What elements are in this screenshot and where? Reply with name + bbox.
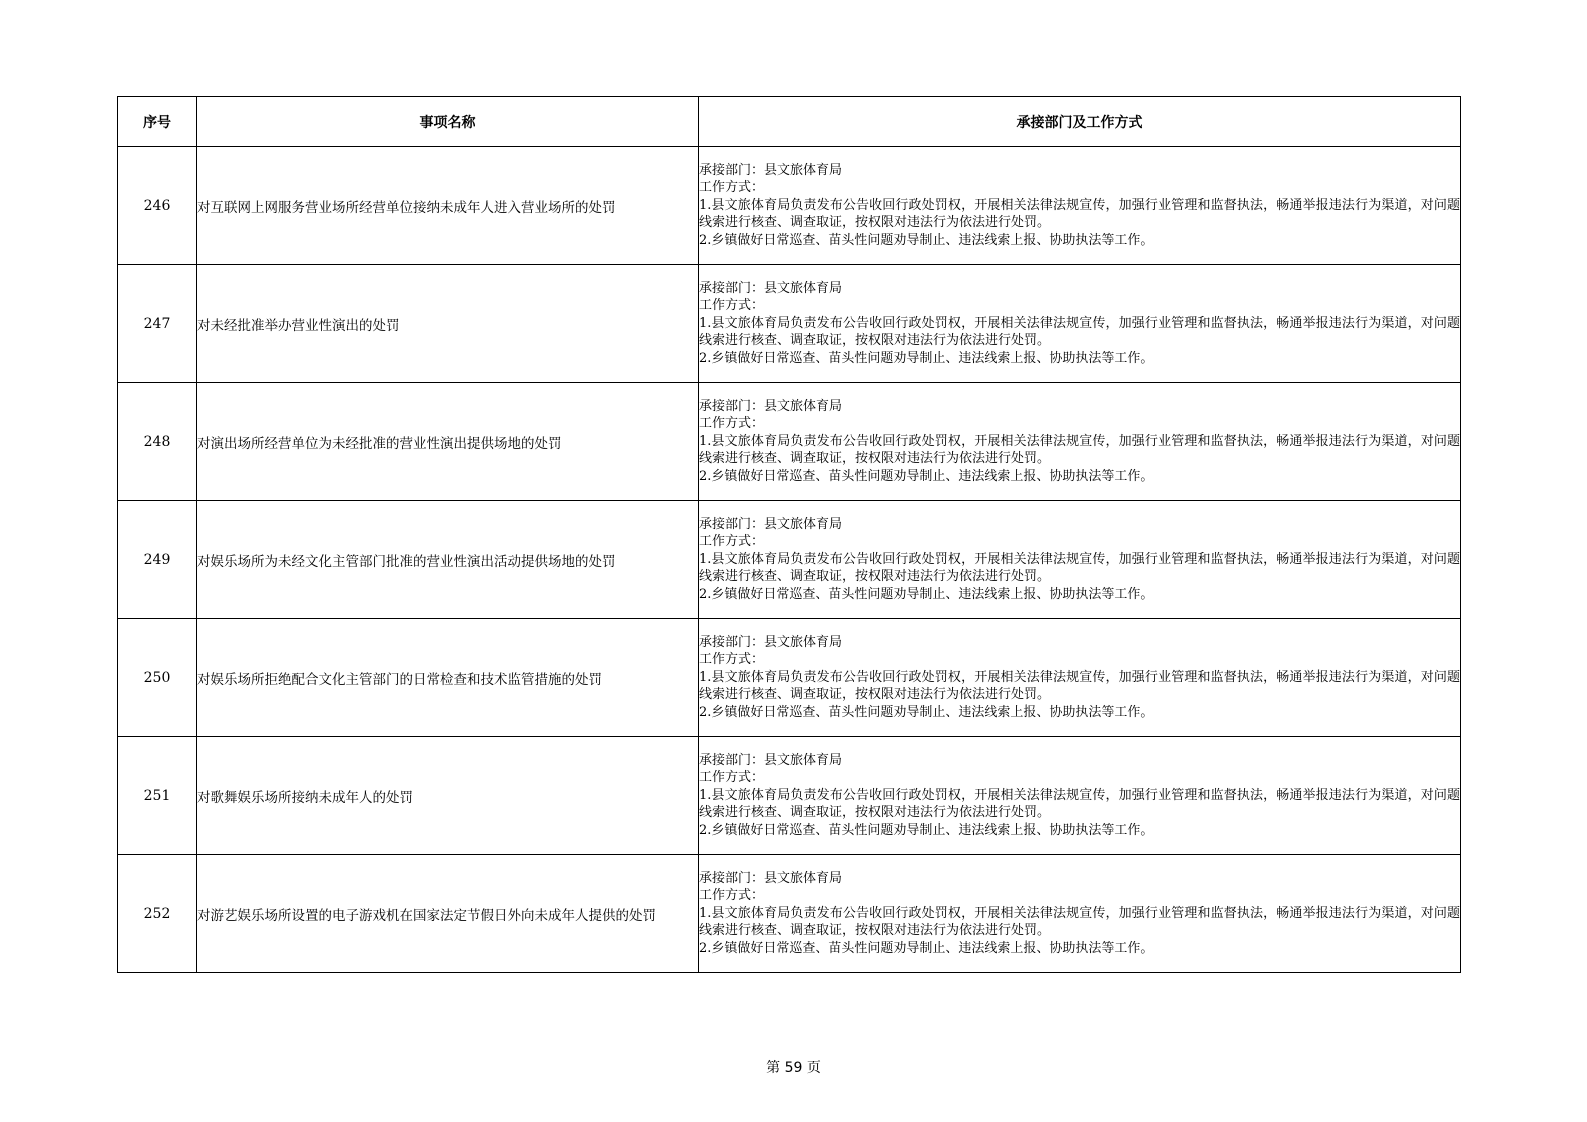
row-dept-and-method bbox=[699, 265, 1461, 383]
method-label: 工作方式： bbox=[699, 652, 765, 668]
method-step-1: 1.县文旅体育局负责发布公告收回行政处罚权，开展相关法律法规宣传，加强行业管理和监督执法，畅通举报违法行为渠道，对问题线索进行核查、调查取证，按权限对违法行为依法进行处罚。 bbox=[699, 433, 1460, 467]
row-item-name: 对娱乐场所拒绝配合文化主管部门的日常检查和技术监管措施的处罚 bbox=[197, 619, 699, 737]
table-row bbox=[118, 383, 1461, 501]
dept-line: 承接部门：县文旅体育局 bbox=[699, 280, 843, 296]
row-serial-number: 247 bbox=[118, 265, 197, 383]
row-serial-number: 251 bbox=[118, 737, 197, 855]
row-serial-number: 248 bbox=[118, 383, 197, 501]
table-row bbox=[118, 501, 1461, 619]
method-step-1: 1.县文旅体育局负责发布公告收回行政处罚权，开展相关法律法规宣传，加强行业管理和监督执法，畅通举报违法行为渠道，对问题线索进行核查、调查取证，按权限对违法行为依法进行处罚。 bbox=[699, 905, 1460, 939]
row-serial-number: 252 bbox=[118, 855, 197, 973]
method-label: 工作方式： bbox=[699, 770, 765, 786]
row-item-name: 对游艺娱乐场所设置的电子游戏机在国家法定节假日外向未成年人提供的处罚 bbox=[197, 855, 699, 973]
method-step-2: 2.乡镇做好日常巡查、苗头性问题劝导制止、违法线索上报、协助执法等工作。 bbox=[699, 822, 1154, 838]
method-step-1: 1.县文旅体育局负责发布公告收回行政处罚权，开展相关法律法规宣传，加强行业管理和监督执法，畅通举报违法行为渠道，对问题线索进行核查、调查取证，按权限对违法行为依法进行处罚。 bbox=[699, 787, 1460, 821]
row-item-name: 对互联网上网服务营业场所经营单位接纳未成年人进入营业场所的处罚 bbox=[197, 147, 699, 265]
table-body bbox=[118, 147, 1461, 973]
method-step-1: 1.县文旅体育局负责发布公告收回行政处罚权，开展相关法律法规宣传，加强行业管理和监督执法，畅通举报违法行为渠道，对问题线索进行核查、调查取证，按权限对违法行为依法进行处罚。 bbox=[699, 315, 1460, 349]
method-step-1: 1.县文旅体育局负责发布公告收回行政处罚权，开展相关法律法规宣传，加强行业管理和监督执法，畅通举报违法行为渠道，对问题线索进行核查、调查取证，按权限对违法行为依法进行处罚。 bbox=[699, 551, 1460, 585]
method-label: 工作方式： bbox=[699, 298, 765, 314]
page-number: 第 59 页 bbox=[766, 1060, 821, 1076]
row-serial-number: 249 bbox=[118, 501, 197, 619]
method-step-2: 2.乡镇做好日常巡查、苗头性问题劝导制止、违法线索上报、协助执法等工作。 bbox=[699, 586, 1154, 602]
table-header bbox=[118, 97, 1461, 147]
row-serial-number: 246 bbox=[118, 147, 197, 265]
row-dept-and-method bbox=[699, 737, 1461, 855]
table-row bbox=[118, 619, 1461, 737]
row-item-name: 对未经批准举办营业性演出的处罚 bbox=[197, 265, 699, 383]
method-step-2: 2.乡镇做好日常巡查、苗头性问题劝导制止、违法线索上报、协助执法等工作。 bbox=[699, 232, 1154, 248]
method-step-1: 1.县文旅体育局负责发布公告收回行政处罚权，开展相关法律法规宣传，加强行业管理和监督执法，畅通举报违法行为渠道，对问题线索进行核查、调查取证，按权限对违法行为依法进行处罚。 bbox=[699, 669, 1460, 703]
method-step-2: 2.乡镇做好日常巡查、苗头性问题劝导制止、违法线索上报、协助执法等工作。 bbox=[699, 350, 1154, 366]
dept-line: 承接部门：县文旅体育局 bbox=[699, 870, 843, 886]
method-step-2: 2.乡镇做好日常巡查、苗头性问题劝导制止、违法线索上报、协助执法等工作。 bbox=[699, 704, 1154, 720]
method-step-2: 2.乡镇做好日常巡查、苗头性问题劝导制止、违法线索上报、协助执法等工作。 bbox=[699, 468, 1154, 484]
table-row bbox=[118, 737, 1461, 855]
header-row bbox=[118, 97, 1461, 147]
row-item-name: 对娱乐场所为未经文化主管部门批准的营业性演出活动提供场地的处罚 bbox=[197, 501, 699, 619]
row-item-name: 对演出场所经营单位为未经批准的营业性演出提供场地的处罚 bbox=[197, 383, 699, 501]
row-dept-and-method bbox=[699, 501, 1461, 619]
method-step-2: 2.乡镇做好日常巡查、苗头性问题劝导制止、违法线索上报、协助执法等工作。 bbox=[699, 940, 1154, 956]
header-serial-number: 序号 bbox=[118, 97, 197, 147]
row-item-name: 对歌舞娱乐场所接纳未成年人的处罚 bbox=[197, 737, 699, 855]
dept-line: 承接部门：县文旅体育局 bbox=[699, 516, 843, 532]
row-dept-and-method bbox=[699, 383, 1461, 501]
row-serial-number: 250 bbox=[118, 619, 197, 737]
table-row bbox=[118, 855, 1461, 973]
header-dept-and-method: 承接部门及工作方式 bbox=[699, 97, 1461, 147]
dept-line: 承接部门：县文旅体育局 bbox=[699, 752, 843, 768]
method-label: 工作方式： bbox=[699, 416, 765, 432]
method-label: 工作方式： bbox=[699, 534, 765, 550]
dept-line: 承接部门：县文旅体育局 bbox=[699, 162, 843, 178]
method-label: 工作方式： bbox=[699, 180, 765, 196]
method-label: 工作方式： bbox=[699, 888, 765, 904]
row-dept-and-method bbox=[699, 619, 1461, 737]
row-dept-and-method bbox=[699, 855, 1461, 973]
header-item-name: 事项名称 bbox=[197, 97, 699, 147]
dept-line: 承接部门：县文旅体育局 bbox=[699, 634, 843, 650]
table-row bbox=[118, 147, 1461, 265]
dept-line: 承接部门：县文旅体育局 bbox=[699, 398, 843, 414]
method-step-1: 1.县文旅体育局负责发布公告收回行政处罚权，开展相关法律法规宣传，加强行业管理和监督执法，畅通举报违法行为渠道，对问题线索进行核查、调查取证，按权限对违法行为依法进行处罚。 bbox=[699, 197, 1460, 231]
row-dept-and-method bbox=[699, 147, 1461, 265]
table-row bbox=[118, 265, 1461, 383]
items-table bbox=[117, 96, 1461, 973]
